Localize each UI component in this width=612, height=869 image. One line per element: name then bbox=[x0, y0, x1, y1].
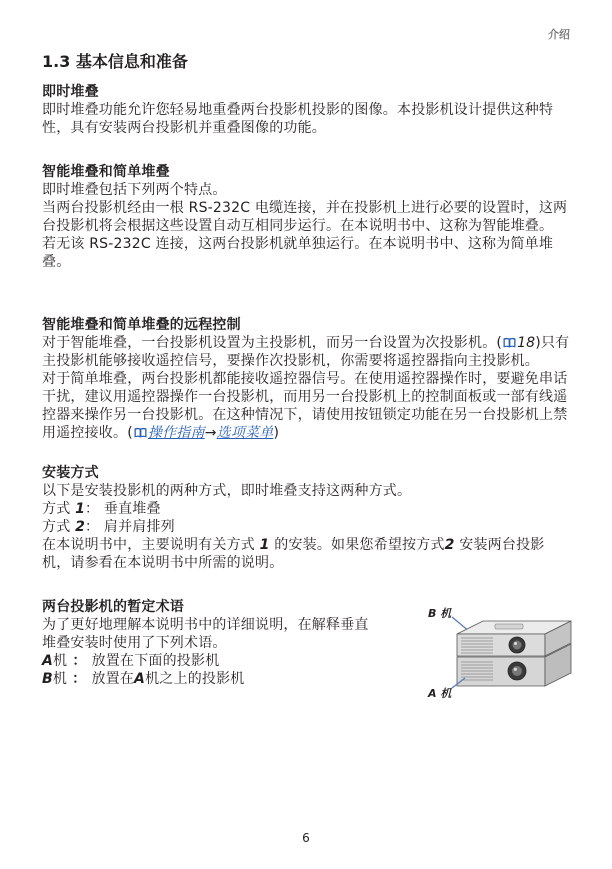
method-number: 1 bbox=[75, 501, 86, 517]
paragraph: 当两台投影机经由一根 RS-232C 电缆连接，并在投影机上进行必要的设置时，这两台投影机将会根据这些设置自动互相同步运行。在本说明书中、这称为智能堆叠。 bbox=[42, 200, 568, 234]
method-text: ： 肩并肩排列 bbox=[85, 519, 175, 535]
projector-b-control-panel bbox=[495, 624, 523, 629]
term-letter: B bbox=[42, 671, 53, 687]
paragraph bbox=[42, 334, 572, 370]
method-number: 2 bbox=[444, 537, 455, 553]
page-title: 1.3 基本信息和准备 bbox=[42, 52, 188, 71]
option-menu-link[interactable]: 选项菜单 bbox=[216, 425, 274, 441]
section-terms bbox=[42, 598, 372, 688]
section-heading: 智能堆叠和简单堆叠 bbox=[42, 164, 170, 180]
section-installation bbox=[42, 464, 572, 572]
arrow-glyph: → bbox=[204, 425, 217, 441]
section-heading: 两台投影机的暂定术语 bbox=[42, 599, 184, 615]
page-number: 6 bbox=[302, 831, 310, 845]
paragraph: 以下是安装投影机的两种方式，即时堆叠支持这两种方式。 bbox=[42, 483, 412, 499]
term-definition: 机之上的投影机 bbox=[145, 671, 245, 687]
projector-a-front bbox=[457, 657, 545, 686]
text-segment: 在本说明书中，主要说明有关方式 bbox=[42, 537, 260, 553]
paragraph bbox=[42, 536, 572, 572]
book-icon bbox=[503, 337, 516, 348]
section-heading: 安装方式 bbox=[42, 465, 99, 481]
method-label: 方式 bbox=[42, 519, 76, 535]
term-item bbox=[42, 670, 372, 688]
paragraph: 即时堆叠包括下列两个特点。 bbox=[42, 182, 227, 198]
text-segment: )只有主投影机能够接收遥控信号，要操作次投影机，你需要将遥控器指向主投影机。 bbox=[42, 335, 570, 369]
book-icon bbox=[134, 427, 147, 438]
method-number: 1 bbox=[259, 537, 270, 553]
term-separator: ： bbox=[67, 653, 92, 669]
operating-guide-link[interactable]: 操作指南 bbox=[147, 425, 205, 441]
paragraph: 若无该 RS-232C 连接，这两台投影机就单独运行。在本说明书中、这称为简单堆叠。 bbox=[42, 236, 554, 270]
chapter-tab: 介绍 bbox=[548, 28, 570, 41]
stacked-projectors-figure bbox=[425, 604, 575, 704]
term-separator: ： bbox=[67, 671, 92, 687]
term-definition: 放置在 bbox=[91, 671, 135, 687]
projector-a-label: A 机 bbox=[428, 687, 452, 700]
page-reference-link[interactable]: 18 bbox=[517, 335, 536, 351]
text-segment: 安装两台投影机，请参看在本说明书中所需的说明。 bbox=[42, 537, 545, 571]
paragraph: 即时堆叠功能允许您轻易地重叠两台投影机投影的图像。本投影机设计提供这种特性，具有安装两台投影机并重叠图像的功能。 bbox=[42, 102, 554, 136]
text-segment: 对于智能堆叠，一台投影机设置为主投影机，而另一台设置为次投影机。( bbox=[42, 335, 503, 351]
method-number: 2 bbox=[75, 519, 86, 535]
text-segment: 的安装。如果您希望按方式 bbox=[269, 537, 445, 553]
term-letter: A bbox=[134, 671, 146, 687]
method-item bbox=[42, 518, 572, 536]
projector-a-grille bbox=[461, 662, 493, 680]
text-segment: ) bbox=[273, 425, 280, 441]
term-unit: 机 bbox=[53, 653, 68, 669]
projector-b-label: B 机 bbox=[428, 607, 452, 620]
method-label: 方式 bbox=[42, 501, 76, 517]
term-item bbox=[42, 652, 372, 670]
section-smart-simple-stack bbox=[42, 163, 572, 271]
section-heading: 智能堆叠和简单堆叠的远程控制 bbox=[42, 317, 241, 333]
method-item bbox=[42, 500, 572, 518]
text-segment: 对于简单堆叠，两台投影机都能接收遥控器信号。在使用遥控器操作时，要避免串话干扰，建议用遥控器操作一台投影机，而用另一台投影机上的控制面板或一部有线遥控器来操作另一台投影机。在这种情况下，请使用按钮锁定功能在另一台投影机上禁用遥控接收。( bbox=[42, 371, 568, 441]
paragraph bbox=[42, 370, 572, 442]
section-remote-control bbox=[42, 316, 572, 442]
paragraph: 为了更好地理解本说明书中的详细说明，在解释垂直堆叠安装时使用了下列术语。 bbox=[42, 617, 369, 651]
term-letter: A bbox=[42, 653, 54, 669]
section-heading: 即时堆叠 bbox=[42, 84, 99, 100]
projector-b bbox=[457, 621, 571, 656]
section-instant-stack bbox=[42, 83, 572, 137]
term-definition: 放置在下面的投影机 bbox=[91, 653, 220, 669]
method-text: ： 垂直堆叠 bbox=[85, 501, 161, 517]
term-unit: 机 bbox=[52, 671, 68, 687]
